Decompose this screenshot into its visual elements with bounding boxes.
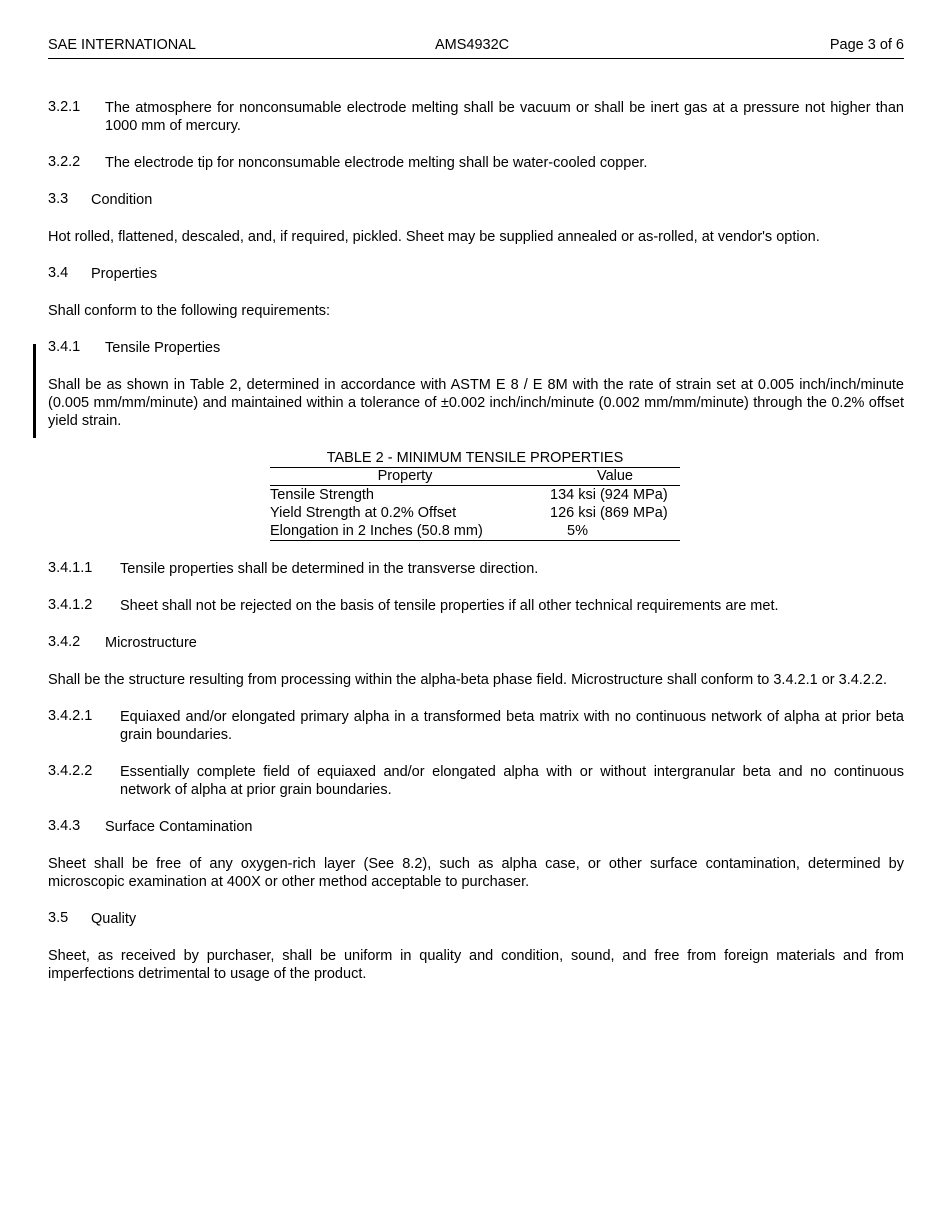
section-title: Properties (91, 266, 158, 282)
document-body (48, 99, 904, 983)
section-number: 3.4.2.1 (48, 708, 93, 724)
section-3-2-1 (48, 99, 904, 135)
section-number: 3.4.2.2 (48, 763, 93, 779)
section-number: 3.2.1 (48, 99, 81, 115)
section-3-4-1-2 (48, 597, 904, 615)
section-3-3-body: Hot rolled, flattened, descaled, and, if required, pickled. Sheet may be supplied annealed or as-rolled, at vendor's option. (48, 229, 820, 245)
page-header (48, 36, 904, 59)
section-3-4-2-body: Shall be the structure resulting from processing within the alpha-beta phase field. Microstructure shall conform to 3.4.2.1 or 3.4.2.2. (48, 672, 888, 688)
section-3-4-1-body: Shall be as shown in Table 2, determined in accordance with ASTM E 8 / E 8M with the rate of strain set at 0.005 inch/inch/minute (0.005 mm/mm/minute) and maintained within a tolerance of ±0.002 inch/inch/minute (0.002 mm/mm/minute) through the 0.2% offset yield strain. (48, 377, 904, 429)
table-header-row (270, 468, 680, 486)
section-title: Quality (91, 911, 137, 927)
section-text: Essentially complete field of equiaxed and/or elongated alpha with or without intergranular beta and no continuous network of alpha at prior grain boundaries. (120, 764, 904, 798)
section-text: Equiaxed and/or elongated primary alpha in a transformed beta matrix with no continuous network of alpha at prior beta grain boundaries. (120, 709, 904, 743)
value-cell: 134 ksi (924 MPa) (550, 487, 668, 503)
section-3-4-1-heading (48, 339, 904, 357)
section-number: 3.2.2 (48, 154, 81, 170)
section-number: 3.4.1 (48, 339, 81, 355)
section-number: 3.3 (48, 191, 69, 207)
header-value: Value (596, 468, 633, 484)
section-title: Condition (91, 192, 153, 208)
section-number: 3.5 (48, 910, 69, 926)
section-3-3-heading (48, 191, 904, 209)
section-number: 3.4.1.2 (48, 597, 93, 613)
section-3-2-2 (48, 154, 904, 172)
section-3-5-heading (48, 910, 904, 928)
section-3-4-body: Shall conform to the following requirements: (48, 303, 331, 319)
section-text: The electrode tip for nonconsumable electrode melting shall be water-cooled copper. (105, 155, 648, 171)
page-number: Page 3 of 6 (829, 37, 904, 53)
section-text: Sheet shall not be rejected on the basis of tensile properties if all other technical requirements are met. (120, 598, 779, 614)
header-property: Property (377, 468, 433, 484)
property-cell: Yield Strength at 0.2% Offset (270, 505, 457, 521)
table-row (270, 486, 680, 505)
section-title: Tensile Properties (105, 340, 221, 356)
section-3-4-3-body: Sheet shall be free of any oxygen-rich layer (See 8.2), such as alpha case, or other surface contamination, determined by microscopic examination at 400X or other method acceptable to purchaser. (48, 856, 904, 890)
document-number: AMS4932C (435, 37, 510, 53)
section-3-4-3-heading (48, 818, 904, 836)
value-cell: 5% (567, 523, 588, 539)
section-number: 3.4 (48, 265, 69, 281)
table-2 (270, 449, 680, 541)
revision-change-bar (33, 344, 36, 438)
tensile-properties-table (270, 467, 680, 541)
section-number: 3.4.1.1 (48, 560, 93, 576)
property-cell: Elongation in 2 Inches (50.8 mm) (270, 523, 483, 539)
section-3-4-2-heading (48, 634, 904, 652)
section-text: The atmosphere for nonconsumable electrode melting shall be vacuum or shall be inert gas at a pressure not higher than 1000 mm of mercury. (105, 100, 904, 134)
section-3-4-2-2 (48, 763, 904, 799)
value-cell: 126 ksi (869 MPa) (550, 505, 668, 521)
property-cell: Tensile Strength (270, 487, 374, 503)
section-3-4-1-1 (48, 560, 904, 578)
table-title: TABLE 2 - MINIMUM TENSILE PROPERTIES (326, 450, 624, 466)
table-row (270, 504, 680, 522)
publisher-name: SAE INTERNATIONAL (48, 37, 196, 53)
section-3-5-body: Sheet, as received by purchaser, shall be uniform in quality and condition, sound, and free from foreign materials and from imperfections detrimental to usage of the product. (48, 948, 904, 982)
section-title: Microstructure (105, 635, 197, 651)
section-title: Surface Contamination (105, 819, 253, 835)
section-number: 3.4.2 (48, 634, 81, 650)
section-3-4-heading (48, 265, 904, 283)
table-row (270, 522, 680, 541)
section-3-4-2-1 (48, 708, 904, 744)
section-number: 3.4.3 (48, 818, 81, 834)
section-text: Tensile properties shall be determined in the transverse direction. (120, 561, 539, 577)
